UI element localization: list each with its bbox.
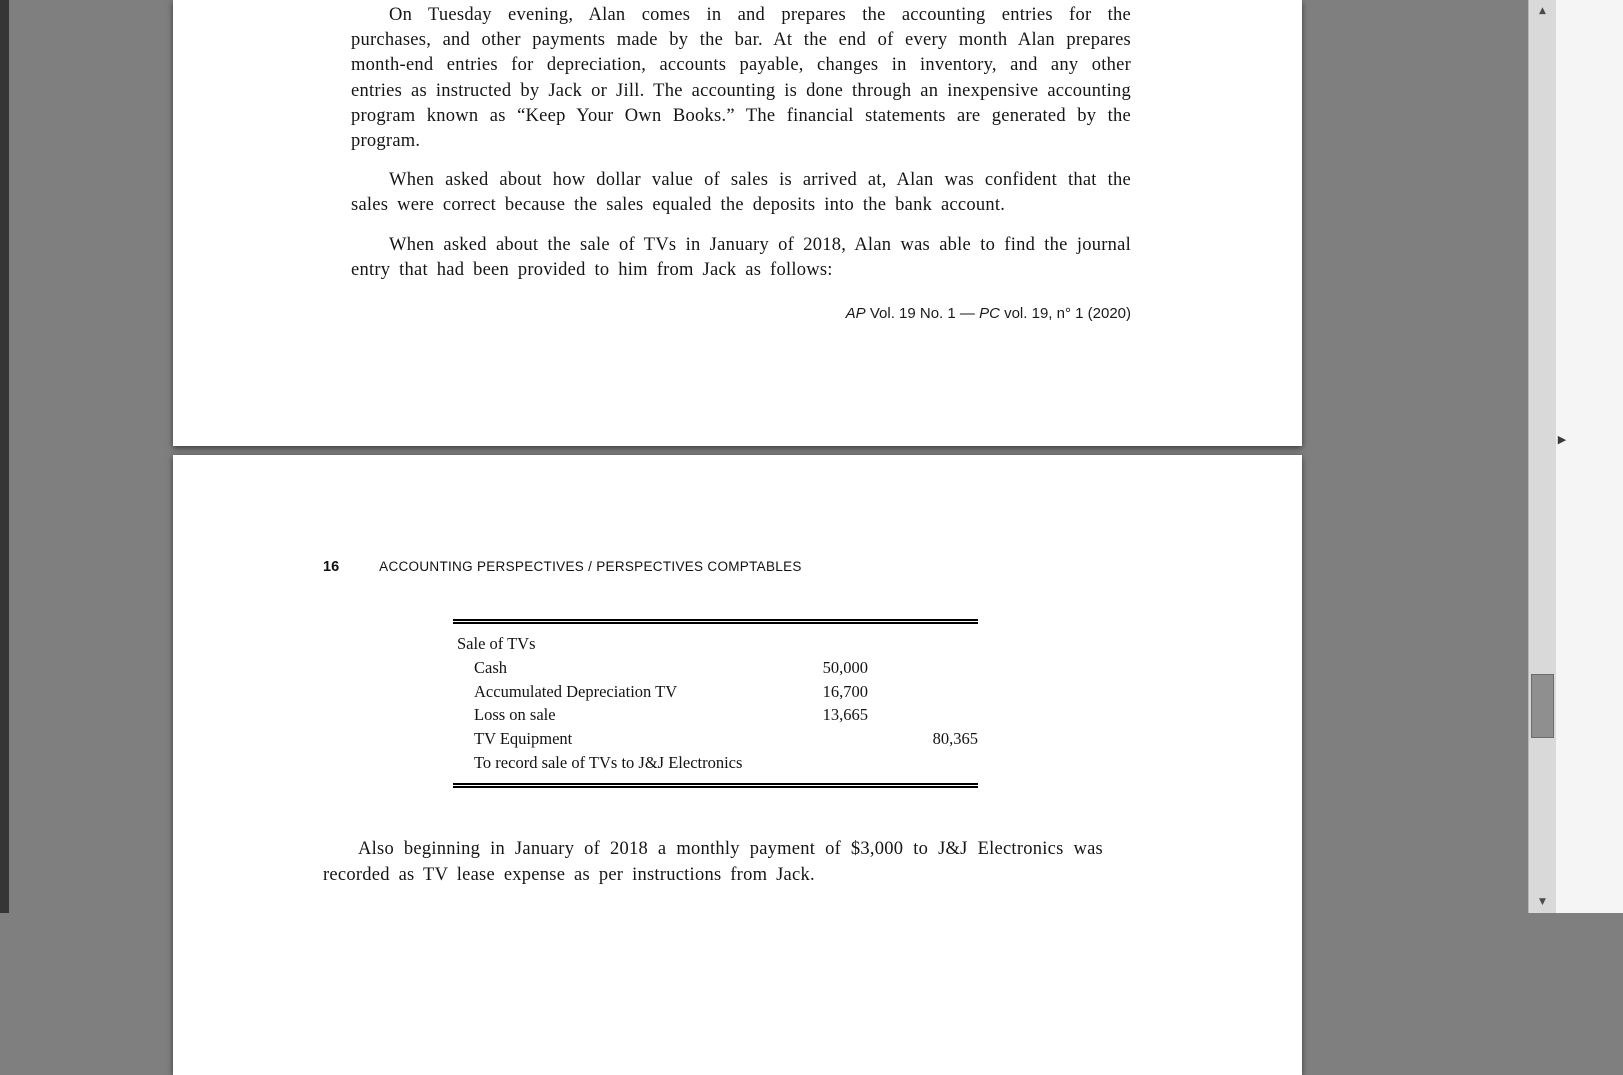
journal-entry-table <box>453 619 978 788</box>
journal-entry-memo: To record sale of TVs to J&J Electronics <box>474 752 743 772</box>
account-cell: Cash <box>474 658 507 677</box>
credit-cell <box>868 656 978 680</box>
up-arrow-icon: ▲ <box>1539 6 1546 16</box>
table-row <box>457 703 978 727</box>
down-arrow-icon: ▼ <box>1539 897 1546 907</box>
debit-cell: 50,000 <box>822 658 868 677</box>
table-row <box>457 727 978 751</box>
account-cell: Loss on sale <box>474 705 556 725</box>
journal-citation-footer <box>351 305 1131 322</box>
paragraph-dollar-value: When asked about how dollar value of sales is arrived at, Alan was confident that the sales were correct because the sales equaled the deposits into the bank account. <box>351 170 1131 216</box>
debit-cell: 13,665 <box>822 705 868 725</box>
right-arrow-icon: ▶ <box>1557 432 1567 446</box>
paragraph-sale-of-tvs: When asked about the sale of TVs in January of 2018, Alan was able to find the journal entry that had been provided to him from Jack as follows: <box>351 234 1131 280</box>
table-row <box>457 680 978 704</box>
account-cell: TV Equipment <box>474 729 573 749</box>
debit-cell: 16,700 <box>822 681 868 701</box>
running-header-title: ACCOUNTING PERSPECTIVES / PERSPECTIVES COMPTABLES <box>379 559 802 574</box>
page-number: 16 <box>323 559 340 575</box>
scroll-down-button[interactable] <box>1529 891 1556 913</box>
expand-panel-button[interactable] <box>1554 430 1570 448</box>
citation-pc: PC <box>979 305 1000 323</box>
window-left-edge <box>0 0 9 913</box>
credit-cell <box>868 680 978 704</box>
citation-ap: AP <box>845 305 866 323</box>
paragraph-also-beginning: Also beginning in January of 2018 a monthly payment of $3,000 to J&J Electronics was recorded as TV lease expense as per instructions from Jack. <box>323 838 1103 885</box>
scroll-up-button[interactable] <box>1529 0 1556 22</box>
debit-cell <box>758 727 868 751</box>
running-header <box>323 559 1103 575</box>
vertical-scrollbar[interactable] <box>1528 0 1556 913</box>
table-row <box>457 656 978 680</box>
journal-entry-title: Sale of TVs <box>457 634 536 653</box>
right-panel-strip <box>1556 0 1623 913</box>
document-page-1 <box>173 0 1302 446</box>
citation-mid: Vol. 19 No. 1 — <box>865 305 980 323</box>
account-cell: Accumulated Depreciation TV <box>474 681 678 701</box>
scrollbar-thumb[interactable] <box>1531 674 1554 738</box>
credit-cell <box>868 703 978 727</box>
citation-rest: vol. 19, n° 1 (2020) <box>999 305 1131 323</box>
credit-cell: 80,365 <box>932 729 978 749</box>
paragraph-tuesday-evening: On Tuesday evening, Alan comes in and prepares the accounting entries for the purchases, and other payments made by the bar. At the end of every month Alan prepares month-end entries for depreciation, accounts payable, changes in inventory, and any other entries as instructed by Jack or Jill. The accounting is done through an inexpensive accounting program known as “Keep Your Own Books.” The financial statements are generated by the program. <box>351 5 1131 152</box>
document-page-2 <box>173 455 1302 1075</box>
